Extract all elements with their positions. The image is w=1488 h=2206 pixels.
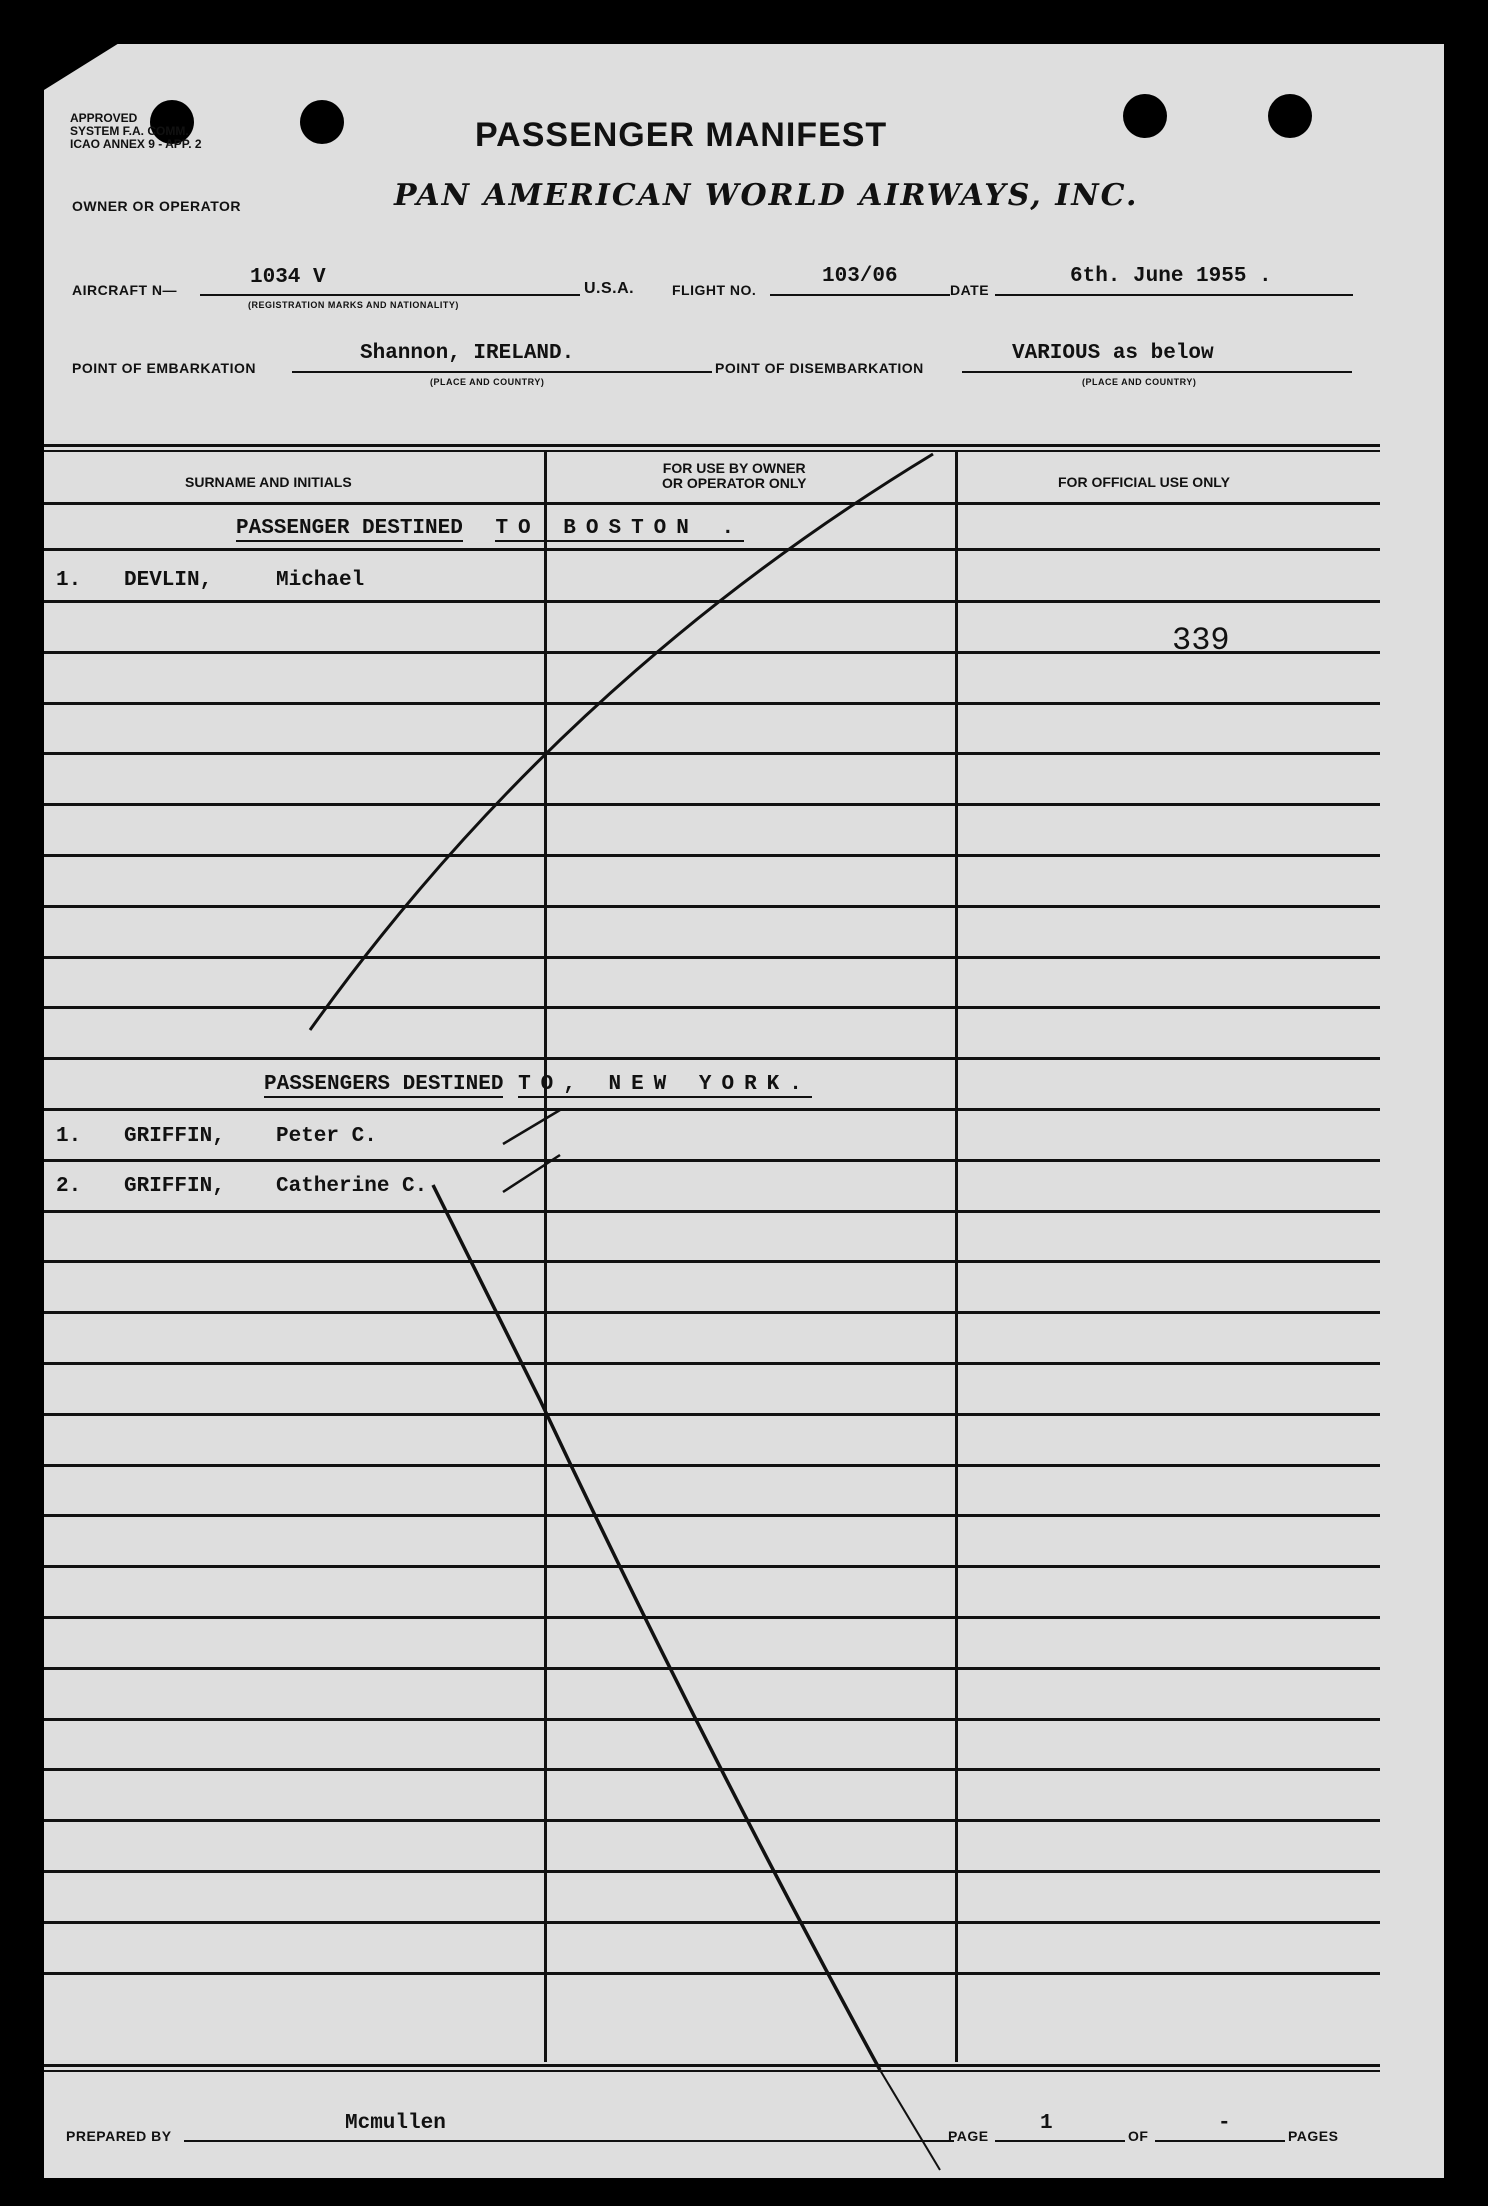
date-label: DATE xyxy=(950,282,990,298)
page-line xyxy=(995,2140,1125,2142)
table-top-rule-2 xyxy=(44,450,1380,452)
ruled-line xyxy=(44,1108,1380,1111)
date-value: 6th. June 1955 . xyxy=(1070,265,1272,288)
ruled-line xyxy=(44,1921,1380,1924)
ruled-line xyxy=(44,702,1380,705)
passenger-number: 2. xyxy=(56,1175,82,1198)
passenger-number: 1. xyxy=(56,1125,82,1148)
owner-label: OWNER OR OPERATOR xyxy=(72,198,241,214)
ruled-line xyxy=(44,548,1380,551)
embarkation-value: Shannon, IRELAND. xyxy=(360,342,575,365)
column-divider-1 xyxy=(544,450,547,2062)
section-heading-newyork xyxy=(264,1073,812,1096)
flight-no-line xyxy=(770,294,950,296)
embarkation-line xyxy=(292,371,712,373)
usa-label: U.S.A. xyxy=(584,280,635,297)
col-header-owner-use-line: OR OPERATOR ONLY xyxy=(662,475,807,491)
section-heading-boston-b: TO BOSTON . xyxy=(495,517,745,540)
prepared-label: PREPARED BY xyxy=(66,2128,172,2144)
of-label: OF xyxy=(1128,2128,1149,2144)
prepared-line xyxy=(184,2140,954,2142)
passenger-row xyxy=(56,1125,377,1148)
ruled-line xyxy=(44,1210,1380,1213)
passenger-given: Michael xyxy=(276,569,365,592)
ruled-line xyxy=(44,1464,1380,1467)
section-heading-newyork-a: PASSENGERS DESTINED xyxy=(264,1073,504,1096)
approved-stamp xyxy=(70,112,202,151)
aircraft-value: 1034 V xyxy=(250,266,326,289)
page-value: 1 xyxy=(1040,2112,1053,2135)
column-divider-2 xyxy=(955,450,958,2062)
disembarkation-value: VARIOUS as below xyxy=(1012,342,1214,365)
col-header-official: FOR OFFICIAL USE ONLY xyxy=(1058,474,1230,490)
table-bottom-rule-2 xyxy=(44,2070,1380,2072)
ruled-line xyxy=(44,1311,1380,1314)
date-line xyxy=(995,294,1353,296)
ruled-line xyxy=(44,1616,1380,1619)
col-header-surname: SURNAME AND INITIALS xyxy=(185,474,352,490)
table-bottom-rule xyxy=(44,2064,1380,2067)
approved-line: ICAO ANNEX 9 - APP. 2 xyxy=(70,137,202,151)
passenger-surname: DEVLIN, xyxy=(124,569,213,592)
ruled-line xyxy=(44,854,1380,857)
aircraft-line xyxy=(200,294,580,296)
passenger-number: 1. xyxy=(56,569,82,592)
ruled-line xyxy=(44,905,1380,908)
punch-hole-4 xyxy=(1268,94,1312,138)
place-note-embarkation: (PLACE AND COUNTRY) xyxy=(430,377,545,387)
col-header-owner-use xyxy=(662,461,806,491)
ruled-line xyxy=(44,1159,1380,1162)
ruled-line xyxy=(44,1565,1380,1568)
ruled-line xyxy=(44,1413,1380,1416)
ruled-line xyxy=(44,1057,1380,1060)
section-heading-boston xyxy=(236,517,744,540)
registration-note: (REGISTRATION MARKS AND NATIONALITY) xyxy=(248,300,459,310)
passenger-row xyxy=(56,1175,428,1198)
of-line xyxy=(1155,2140,1285,2142)
approved-line: APPROVED xyxy=(70,111,138,125)
ruled-line xyxy=(44,752,1380,755)
ruled-line xyxy=(44,1667,1380,1670)
ruled-line xyxy=(44,1768,1380,1771)
section-heading-newyork-b: TO, NEW YORK. xyxy=(518,1073,812,1096)
official-note: 339 xyxy=(1172,622,1230,659)
aircraft-label: AIRCRAFT N— xyxy=(72,282,178,298)
of-value: - xyxy=(1218,2112,1231,2135)
ruled-line xyxy=(44,803,1380,806)
passenger-given: Peter C. xyxy=(276,1125,377,1148)
prepared-value: Mcmullen xyxy=(345,2112,446,2135)
ruled-line xyxy=(44,1718,1380,1721)
ruled-line xyxy=(44,1972,1380,1975)
page-title: PASSENGER MANIFEST xyxy=(475,116,888,154)
passenger-surname: GRIFFIN, xyxy=(124,1175,225,1198)
ruled-line xyxy=(44,1362,1380,1365)
flight-no-value: 103/06 xyxy=(822,265,898,288)
passenger-given: Catherine C. xyxy=(276,1175,428,1198)
ruled-line xyxy=(44,1819,1380,1822)
ruled-line xyxy=(44,1870,1380,1873)
ruled-line xyxy=(44,1006,1380,1009)
passenger-surname: GRIFFIN, xyxy=(124,1125,225,1148)
passenger-row xyxy=(56,569,365,592)
page-label: PAGE xyxy=(948,2128,989,2144)
punch-hole-2 xyxy=(300,100,344,144)
ruled-line xyxy=(44,1260,1380,1263)
disembarkation-line xyxy=(962,371,1352,373)
col-header-owner-use-line: FOR USE BY OWNER xyxy=(662,460,806,476)
disembarkation-label: POINT OF DISEMBARKATION xyxy=(715,360,924,376)
table-top-rule xyxy=(44,444,1380,447)
pages-label: PAGES xyxy=(1288,2128,1339,2144)
torn-corner xyxy=(44,40,124,90)
place-note-disembarkation: (PLACE AND COUNTRY) xyxy=(1082,377,1197,387)
approved-line: SYSTEM F.A. COMM. xyxy=(70,124,189,138)
ruled-line xyxy=(44,1514,1380,1517)
ruled-line xyxy=(44,956,1380,959)
flight-no-label: FLIGHT NO. xyxy=(672,282,757,298)
owner-value: PAN AMERICAN WORLD AIRWAYS, INC. xyxy=(394,178,1139,213)
ruled-line xyxy=(44,600,1380,603)
section-heading-boston-a: PASSENGER DESTINED xyxy=(236,517,463,540)
embarkation-label: POINT OF EMBARKATION xyxy=(72,360,256,376)
ruled-line xyxy=(44,502,1380,505)
punch-hole-3 xyxy=(1123,94,1167,138)
